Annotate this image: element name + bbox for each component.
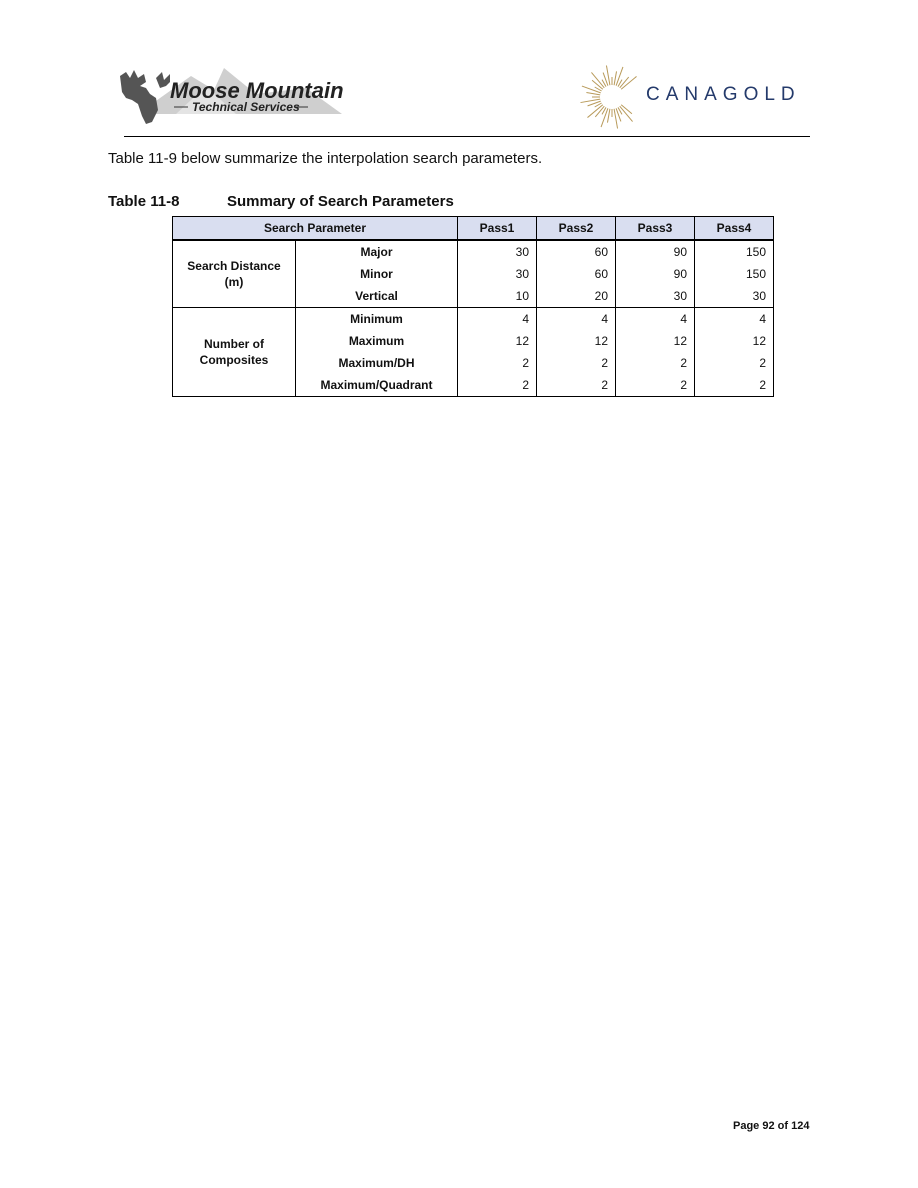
header-pass2: Pass2	[537, 217, 616, 241]
sunburst-icon	[580, 62, 644, 132]
cell-value: 12	[616, 330, 695, 352]
table-caption	[108, 193, 454, 210]
moose-mountain-logo	[116, 64, 348, 128]
row-label: Vertical	[296, 285, 458, 308]
cell-value: 30	[458, 263, 537, 285]
page-number: Page 92 of 124	[733, 1120, 810, 1132]
cell-value: 60	[537, 263, 616, 285]
search-parameters-table	[172, 216, 774, 397]
cell-value: 90	[616, 240, 695, 263]
cell-value: 2	[458, 374, 537, 397]
header-pass3: Pass3	[616, 217, 695, 241]
cell-value: 2	[537, 374, 616, 397]
logo-line1: Moose Mountain	[170, 78, 344, 103]
intro-paragraph: Table 11-9 below summarize the interpolation search parameters.	[108, 150, 543, 167]
header-pass4: Pass4	[695, 217, 774, 241]
cell-value: 30	[616, 285, 695, 308]
table-header-row	[173, 217, 774, 241]
cell-value: 2	[616, 352, 695, 374]
cell-value: 12	[537, 330, 616, 352]
cell-value: 10	[458, 285, 537, 308]
cell-value: 2	[616, 374, 695, 397]
table-title: Summary of Search Parameters	[227, 193, 454, 210]
cell-value: 30	[458, 240, 537, 263]
cell-value: 20	[537, 285, 616, 308]
cell-value: 12	[695, 330, 774, 352]
canagold-wordmark: CANAGOLD	[646, 84, 801, 105]
canagold-logo	[580, 62, 810, 132]
row-label: Major	[296, 240, 458, 263]
cell-value: 60	[537, 240, 616, 263]
row-label: Minor	[296, 263, 458, 285]
logo-line2: Technical Services	[192, 100, 300, 114]
cell-value: 30	[695, 285, 774, 308]
row-label: Minimum	[296, 308, 458, 331]
header-rule	[124, 136, 810, 137]
cell-value: 90	[616, 263, 695, 285]
group-search-distance: Search Distance (m)	[173, 240, 296, 308]
cell-value: 4	[695, 308, 774, 331]
row-label: Maximum/Quadrant	[296, 374, 458, 397]
cell-value: 4	[537, 308, 616, 331]
cell-value: 2	[695, 374, 774, 397]
table-number: Table 11-8	[108, 193, 180, 210]
cell-value: 150	[695, 263, 774, 285]
cell-value: 12	[458, 330, 537, 352]
group-number-of-composites: Number of Composites	[173, 308, 296, 397]
cell-value: 2	[695, 352, 774, 374]
cell-value: 150	[695, 240, 774, 263]
table-row	[173, 308, 774, 331]
table-row	[173, 240, 774, 263]
row-label: Maximum/DH	[296, 352, 458, 374]
header-search-parameter: Search Parameter	[173, 217, 458, 241]
cell-value: 4	[458, 308, 537, 331]
cell-value: 2	[458, 352, 537, 374]
cell-value: 2	[537, 352, 616, 374]
row-label: Maximum	[296, 330, 458, 352]
cell-value: 4	[616, 308, 695, 331]
moose-icon	[116, 64, 348, 128]
header-pass1: Pass1	[458, 217, 537, 241]
